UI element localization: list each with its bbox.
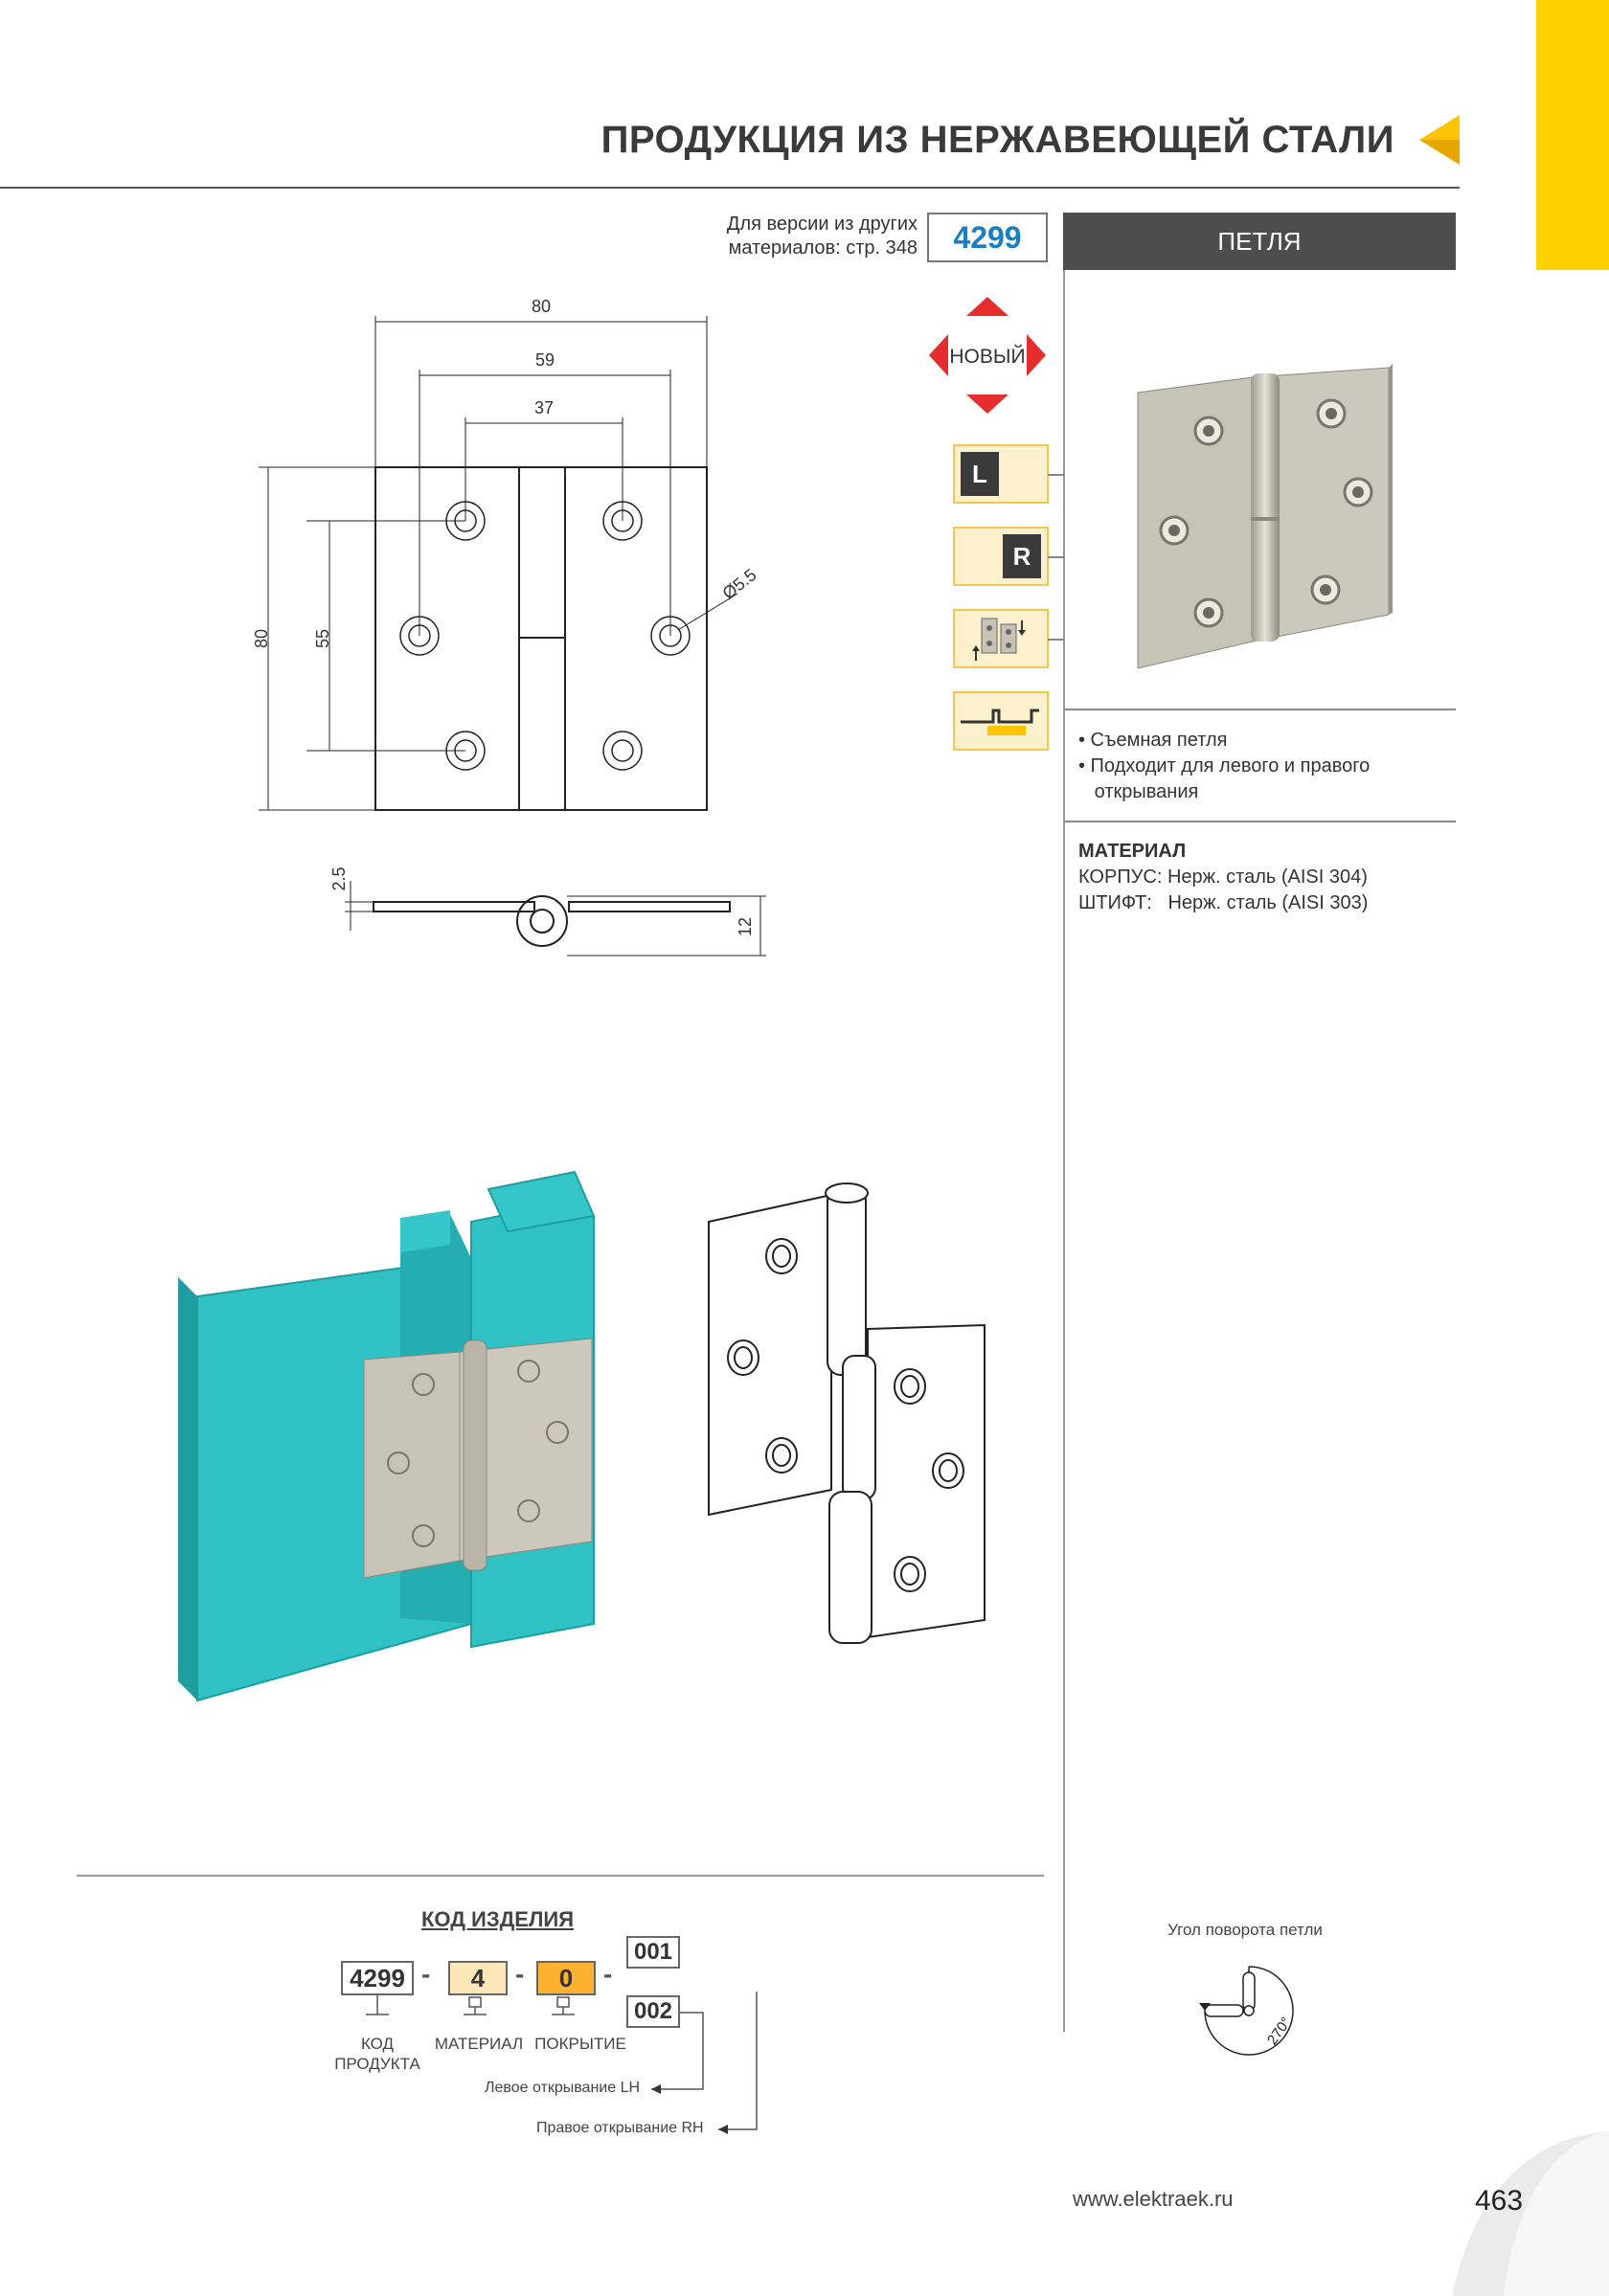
technical-drawing-front [239, 287, 776, 823]
feature-item: • Съемная петля [1078, 730, 1228, 751]
code-segment-material: 4 [448, 1961, 508, 1995]
section-divider [1065, 709, 1456, 710]
triangle-marker-icon [1416, 111, 1463, 169]
note-left-opening: Левое открывание LH [485, 2080, 641, 2096]
swing-angle-diagram [1191, 1953, 1306, 2068]
arrow-up-icon [966, 297, 1008, 316]
profile-icon [953, 691, 1049, 751]
icon-connectors [1048, 469, 1065, 661]
hinge-photo [1130, 364, 1408, 680]
code-variant-002: 002 [626, 1995, 680, 2028]
material-body: КОРПУС: Нерж. сталь (AISI 304) [1078, 867, 1368, 888]
arrow-left-icon [929, 334, 948, 376]
badge-label: НОВЫЙ [949, 346, 1026, 368]
page-number: 463 [1475, 2185, 1524, 2217]
right-hand-icon: R [953, 527, 1049, 586]
code-separator: - [515, 1959, 525, 1989]
other-materials-note: Для версии из других материалов: стр. 348 [726, 214, 918, 259]
cabinet-illustration [172, 1168, 603, 1704]
dim-height-80: 80 [252, 628, 271, 649]
feature-list [1078, 728, 1370, 805]
mounting-icon [953, 609, 1049, 668]
dim-depth-12: 12 [736, 916, 755, 937]
code-separator: - [603, 1959, 613, 1989]
dim-hole: Ø5.5 [718, 565, 760, 603]
bottom-divider [77, 1875, 1044, 1877]
arrow-down-icon [966, 394, 1008, 414]
label-coating: ПОКРЫТИЕ [534, 2035, 626, 2053]
label-product-code: КОД ПРОДУКТА [334, 2035, 420, 2073]
label-material: МАТЕРИАЛ [434, 2035, 524, 2053]
dim-37: 37 [533, 398, 555, 417]
code-separator: - [421, 1959, 431, 1989]
code-segment-product: 4299 [341, 1961, 414, 1995]
dim-55: 55 [313, 628, 332, 649]
swing-angle-label: Угол поворота петли [1167, 1921, 1323, 1939]
material-pin: ШТИФТ: Нерж. сталь (AISI 303) [1078, 892, 1369, 913]
yellow-side-tab [1536, 0, 1609, 270]
dim-width-80: 80 [531, 297, 552, 316]
feature-item: открывания [1078, 781, 1199, 802]
title-divider [0, 187, 1460, 189]
feature-item: • Подходит для левого и правого [1078, 755, 1371, 777]
material-block [1078, 839, 1368, 916]
technical-drawing-side [316, 852, 776, 977]
footer-url[interactable]: www.elektraek.ru [1073, 2187, 1234, 2211]
left-hand-icon: L [953, 444, 1049, 504]
product-code-title: КОД ИЗДЕЛИЯ [421, 1907, 575, 1931]
page-title: ПРОДУКЦИЯ ИЗ НЕРЖАВЕЮЩЕЙ СТАЛИ [601, 119, 1394, 161]
swing-angle-value: 270° [1263, 2014, 1295, 2049]
dim-59: 59 [534, 350, 555, 370]
arrow-right-icon [1027, 334, 1046, 376]
new-badge [927, 295, 1048, 416]
code-segment-coating: 0 [536, 1961, 596, 1995]
product-name-bar: ПЕТЛЯ [1063, 213, 1456, 270]
product-code-box: 4299 [927, 213, 1048, 262]
note-right-opening: Правое открывание RH [536, 2120, 704, 2136]
dim-thickness: 2.5 [329, 867, 349, 891]
section-divider [1065, 821, 1456, 822]
material-heading: МАТЕРИАЛ [1078, 841, 1187, 862]
hinge-line-art [699, 1178, 986, 1695]
code-variant-001: 001 [626, 1936, 680, 1969]
